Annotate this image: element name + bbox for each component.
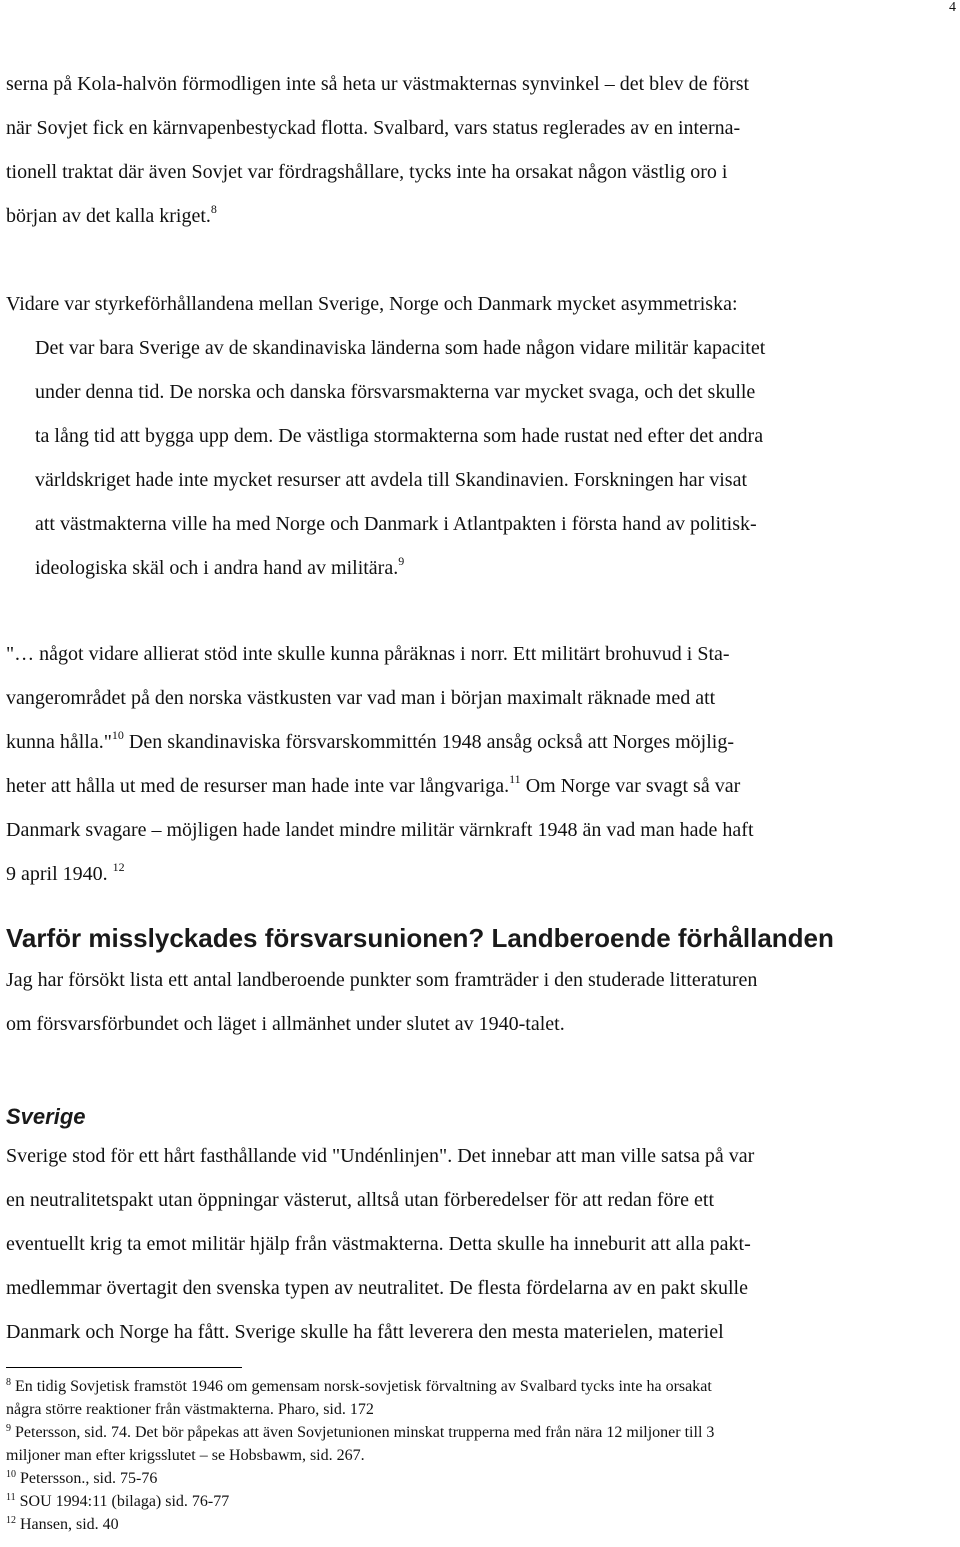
paragraph-intro <box>6 958 956 1046</box>
footnote-number: 8 <box>6 1377 11 1388</box>
footnote-text: Petersson, sid. 74. Det bör påpekas att även Sovjetunionen minskat trupperna med från nära 12 miljoner till 3 <box>15 1424 715 1441</box>
paragraph-force-ratios <box>6 282 956 590</box>
text-line-content: 9 april 1940. <box>6 863 108 885</box>
footnote-8-cont: några större reaktioner från västmakterna. Pharo, sid. 172 <box>6 1401 374 1418</box>
text-line-content: början av det kalla kriget. <box>6 205 211 227</box>
footnote-number: 11 <box>6 1492 16 1503</box>
text-line: när Sovjet fick en kärnvapenbestyckad flotta. Svalbard, vars status reglerades av en interna- <box>6 117 741 139</box>
footnote-8 <box>6 1375 714 1398</box>
footnote-12 <box>6 1513 714 1536</box>
footnote-ref-8[interactable]: 8 <box>210 202 217 216</box>
text-line: ta lång tid att bygga upp dem. De västliga stormakterna som hade rustat ned efter det andra <box>35 425 764 447</box>
text-line <box>6 764 956 808</box>
footnote-text: SOU 1994:11 (bilaga) sid. 76-77 <box>19 1493 230 1510</box>
text-line: Jag har försökt lista ett antal landberoende punkter som framträder i den studerade litteraturen <box>6 969 758 991</box>
text-line: serna på Kola-halvön förmodligen inte så heta ur västmakternas synvinkel – det blev de först <box>6 73 750 95</box>
text-line-content: ideologiska skäl och i andra hand av militära. <box>35 557 399 579</box>
paragraph-quote <box>6 632 956 896</box>
page-number: 4 <box>949 0 956 15</box>
text-line: om försvarsförbundet och läget i allmänhet under slutet av 1940-talet. <box>6 1013 565 1035</box>
text-line: medlemmar övertagit den svenska typen av neutralitet. De flesta fördelarna av en pakt skulle <box>6 1277 748 1299</box>
footnote-10 <box>6 1467 714 1490</box>
footnotes <box>6 1375 714 1536</box>
text-line: Danmark svagare – möjligen hade landet mindre militär värnkraft 1948 än vad man hade haft <box>6 819 754 841</box>
text-line: vangerområdet på den norska västkusten var vad man i början maximalt räknade med att <box>6 687 716 709</box>
footnote-ref-11[interactable]: 11 <box>509 772 521 786</box>
text-line: en neutralitetspakt utan öppningar västerut, alltså utan förberedelser för att redan före ett <box>6 1189 715 1211</box>
footnote-11 <box>6 1490 714 1513</box>
text-line: eventuellt krig ta emot militär hjälp från västmakterna. Detta skulle ha inneburit att alla pakt- <box>6 1233 751 1255</box>
text-line: Danmark och Norge ha fått. Sverige skulle ha fått leverera den mesta materielen, materiel <box>6 1321 724 1343</box>
footnote-ref-9[interactable]: 9 <box>398 554 405 568</box>
footnote-9-cont: miljoner man efter krigsslutet – se Hobsbawm, sid. 267. <box>6 1447 365 1464</box>
text-line: under denna tid. De norska och danska försvarsmakterna var mycket svaga, och det skulle <box>35 381 756 403</box>
text-line: Sverige stod för ett hårt fasthållande vid "Undénlinjen". Det innebar att man ville satsa på var <box>6 1145 755 1167</box>
text-line <box>6 546 956 590</box>
footnote-text: Hansen, sid. 40 <box>20 1516 119 1533</box>
footnote-ref-12[interactable]: 12 <box>112 860 125 874</box>
footnote-9 <box>6 1421 714 1444</box>
section-heading: Varför misslyckades försvarsunionen? Landberoende förhållanden <box>6 923 834 953</box>
text-line: att västmakterna ville ha med Norge och Danmark i Atlantpakten i första hand av politisk- <box>35 513 757 535</box>
footnote-text: En tidig Sovjetisk framstöt 1946 om gemensam norsk-sovjetisk förvaltning av Svalbard tycks inte ha orsakat <box>15 1378 712 1395</box>
text-line-content: kunna hålla." <box>6 731 112 753</box>
text-line: Vidare var styrkeförhållandena mellan Sverige, Norge och Danmark mycket asymmetriska: <box>6 293 738 315</box>
paragraph-sverige <box>6 1134 956 1354</box>
footnote-number: 12 <box>6 1515 16 1526</box>
text-line <box>6 852 956 896</box>
text-line: Det var bara Sverige av de skandinaviska länderna som hade någon vidare militär kapacitet <box>35 337 766 359</box>
paragraph-kola-svalbard <box>6 62 956 238</box>
footnote-number: 9 <box>6 1423 11 1434</box>
footnote-text: Petersson., sid. 75-76 <box>20 1470 158 1487</box>
footnote-number: 10 <box>6 1469 16 1480</box>
footnote-ref-10[interactable]: 10 <box>111 728 124 742</box>
text-line-content: Den skandinaviska försvarskommittén 1948 ansåg också att Norges möjlig- <box>123 731 734 753</box>
text-line: "… något vidare allierat stöd inte skulle kunna påräknas i norr. Ett militärt brohuvud i Sta- <box>6 643 730 665</box>
text-line <box>6 720 956 764</box>
text-line-content: Om Norge var svagt så var <box>520 775 741 797</box>
text-line: tionell traktat där även Sovjet var fördragshållare, tycks inte ha orsakat någon västlig oro i <box>6 161 728 183</box>
text-line-content: heter att hålla ut med de resurser man hade inte var långvariga. <box>6 775 510 797</box>
text-line: världskriget hade inte mycket resurser att avdela till Skandinavien. Forskningen har visat <box>35 469 748 491</box>
subsection-heading-sverige: Sverige <box>6 1104 86 1129</box>
footnote-separator <box>6 1367 242 1368</box>
text-line <box>6 194 956 238</box>
